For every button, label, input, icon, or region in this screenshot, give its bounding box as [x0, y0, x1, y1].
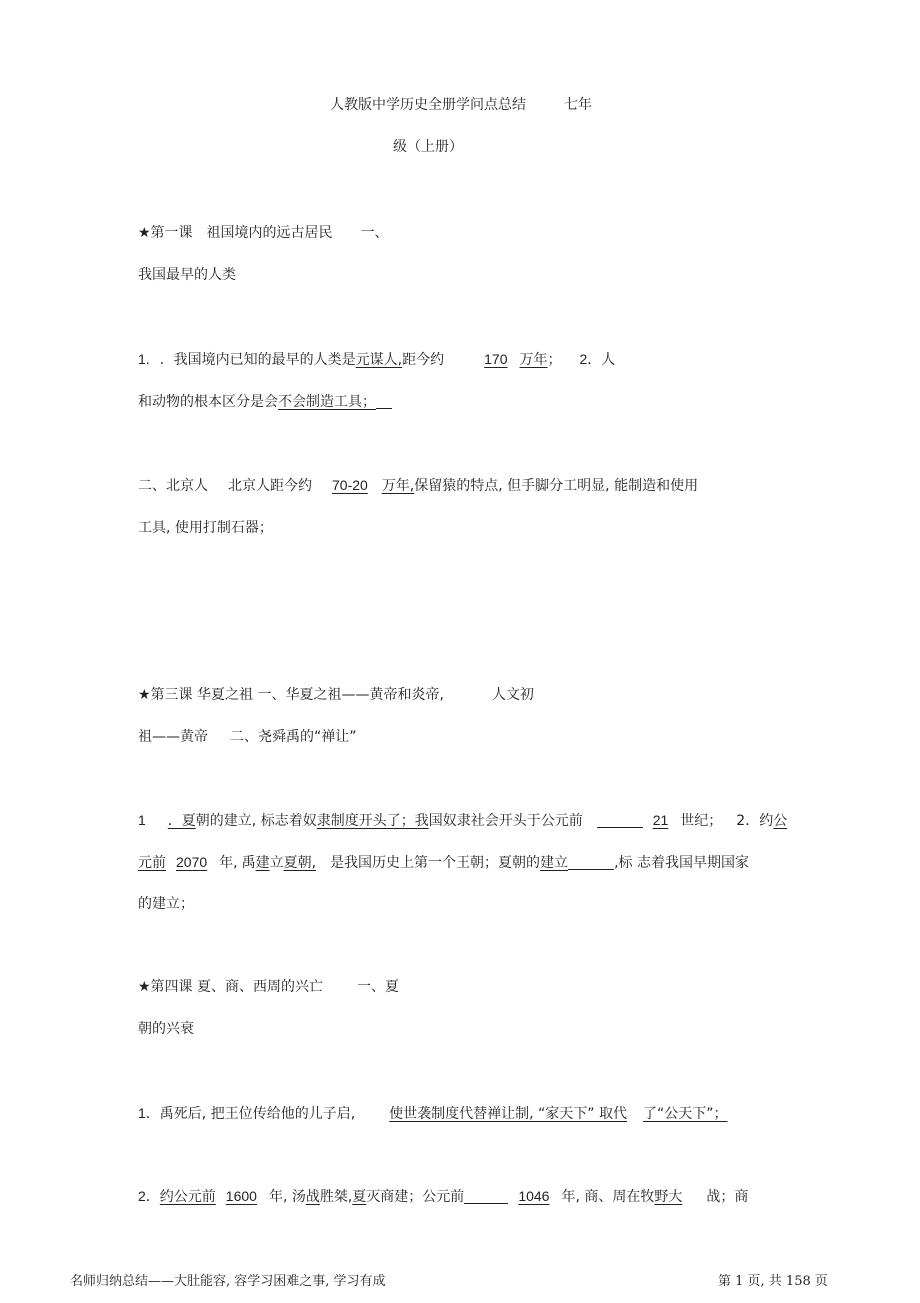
lesson3-para1: [138, 811, 787, 830]
answer-slavery: 隶制度开头了；我: [316, 813, 429, 829]
answer-2070: 2070: [176, 854, 208, 870]
item-text: 世纪；: [680, 813, 723, 829]
answer-70-20: 70-20: [332, 477, 368, 493]
item-text: 年,: [219, 855, 238, 871]
answer-yuanqian: 元前: [138, 855, 166, 871]
footer-motto: 名师归纳总结——大肚能容, 容学习困难之事, 学习有成: [70, 1274, 386, 1289]
section-beijingren-line2: 工具, 使用打制石器；: [138, 520, 273, 536]
answer-170: 170: [484, 351, 508, 367]
answer-yeda: 野大: [654, 1189, 683, 1205]
lesson4-heading-tail: 一、夏: [357, 979, 400, 995]
item-text: 年, 商、周在牧: [561, 1189, 655, 1205]
item-text: ．我国境内已知的最早的人类是: [159, 352, 356, 368]
footer-page-number: 第 1 页, 共 158 页: [718, 1274, 828, 1289]
answer-gong: 公: [773, 813, 788, 829]
item-number: 1．: [138, 1105, 160, 1121]
item-text: 战；商: [706, 1189, 749, 1205]
fill-blank: [568, 855, 614, 870]
answer-xia2: 夏: [352, 1189, 367, 1205]
answer-1046: 1046: [518, 1188, 550, 1204]
item-text: 和动物的根本区分是会: [138, 394, 278, 410]
item-number: 2．: [138, 1188, 160, 1204]
lesson3-para3: 的建立；: [138, 896, 194, 912]
item-text: 二、尧舜禹的“禅让”: [230, 729, 357, 745]
item-number: 1: [138, 812, 146, 828]
page-subtitle: 级（上册）: [393, 139, 463, 155]
answer-xiachao: 夏朝,: [283, 855, 317, 871]
item-text: 立: [269, 855, 284, 871]
item-text: 国奴隶社会开头于公元前: [428, 813, 583, 829]
item-text: 禹死后, 把王位传给他的儿子启,: [159, 1106, 356, 1122]
answer-zhan: 战: [305, 1189, 320, 1205]
lesson1-heading: [138, 224, 389, 242]
item-text: 人: [601, 352, 616, 368]
answer-21: 21: [652, 812, 669, 828]
item-text: 祖——黄帝: [138, 729, 208, 745]
title-line1-tail: 七年: [564, 97, 592, 113]
item-number: 1.: [138, 351, 150, 367]
answer-yuanmouren: 元谋人,: [355, 352, 403, 368]
answer-yuegongyuanqian: 约公元前: [159, 1189, 216, 1205]
lesson1-heading-text: ★第一课 祖国境内的远古居民: [138, 225, 333, 241]
answer-xia: ．夏: [167, 813, 196, 829]
item-text: 朝的建立, 标志着奴: [195, 813, 317, 829]
item-text: 年, 汤: [268, 1189, 306, 1205]
lesson3-heading-text: ★第三课 华夏之祖 一、华夏之祖——黄帝和炎帝,: [138, 687, 444, 703]
answer-unit: 万年: [519, 352, 548, 368]
item-text: 胜桀,: [319, 1189, 353, 1205]
lesson1-heading-tail: 一、: [360, 225, 389, 241]
item-number: 2．约: [736, 813, 774, 829]
answer-1600: 1600: [225, 1188, 257, 1204]
lesson4-item1: [138, 1104, 728, 1123]
lesson1-item2-line2: [138, 393, 392, 411]
lesson4-heading: [138, 978, 399, 996]
section-beijingren: [138, 476, 698, 495]
section-title: 二、北京人: [138, 478, 208, 494]
item-text: ,标 志着我国早期国家: [614, 855, 749, 871]
lesson4-item2: [138, 1187, 748, 1206]
lesson1-item1: [138, 350, 615, 369]
lesson3-heading-tail: 人文初: [491, 687, 534, 703]
lesson4-heading-text: ★第四课 夏、商、西周的兴亡: [138, 979, 324, 995]
lesson3-para2: [138, 853, 749, 872]
answer-jianli: 建立: [540, 855, 569, 871]
item-text: 距今约: [402, 352, 445, 368]
lesson4-subheading: 朝的兴衰: [138, 1021, 194, 1037]
item-text: ；: [547, 352, 562, 368]
fill-blank: [464, 1189, 508, 1204]
item-text: 禹: [241, 855, 256, 871]
answer-tools: 不会制造工具；: [278, 394, 376, 410]
item-text: 北京人距今约: [228, 478, 312, 494]
page-title: [330, 96, 592, 114]
fill-blank: [376, 394, 392, 409]
item-text: 是我国历史上第一个王朝；夏朝的: [330, 855, 541, 871]
lesson3-heading: [138, 686, 534, 704]
answer-gongtianxia: 了“公天下”；: [643, 1106, 728, 1122]
answer-hereditary: 使世袭制度代替禅让制, “家天下” 取代: [389, 1106, 628, 1122]
item-text: 保留猿的特点, 但手脚分工明显, 能制造和使用: [414, 478, 699, 494]
answer-jian: 建: [255, 855, 270, 871]
answer-unit: 万年,: [381, 478, 415, 494]
title-line1: 人教版中学历史全册学问点总结: [330, 97, 526, 113]
lesson3-line2: [138, 728, 357, 746]
lesson1-subheading: 我国最早的人类: [138, 267, 236, 283]
fill-blank: [597, 813, 643, 828]
item-text: 灭商建；公元前: [366, 1189, 465, 1205]
item-number: 2．: [579, 351, 602, 367]
